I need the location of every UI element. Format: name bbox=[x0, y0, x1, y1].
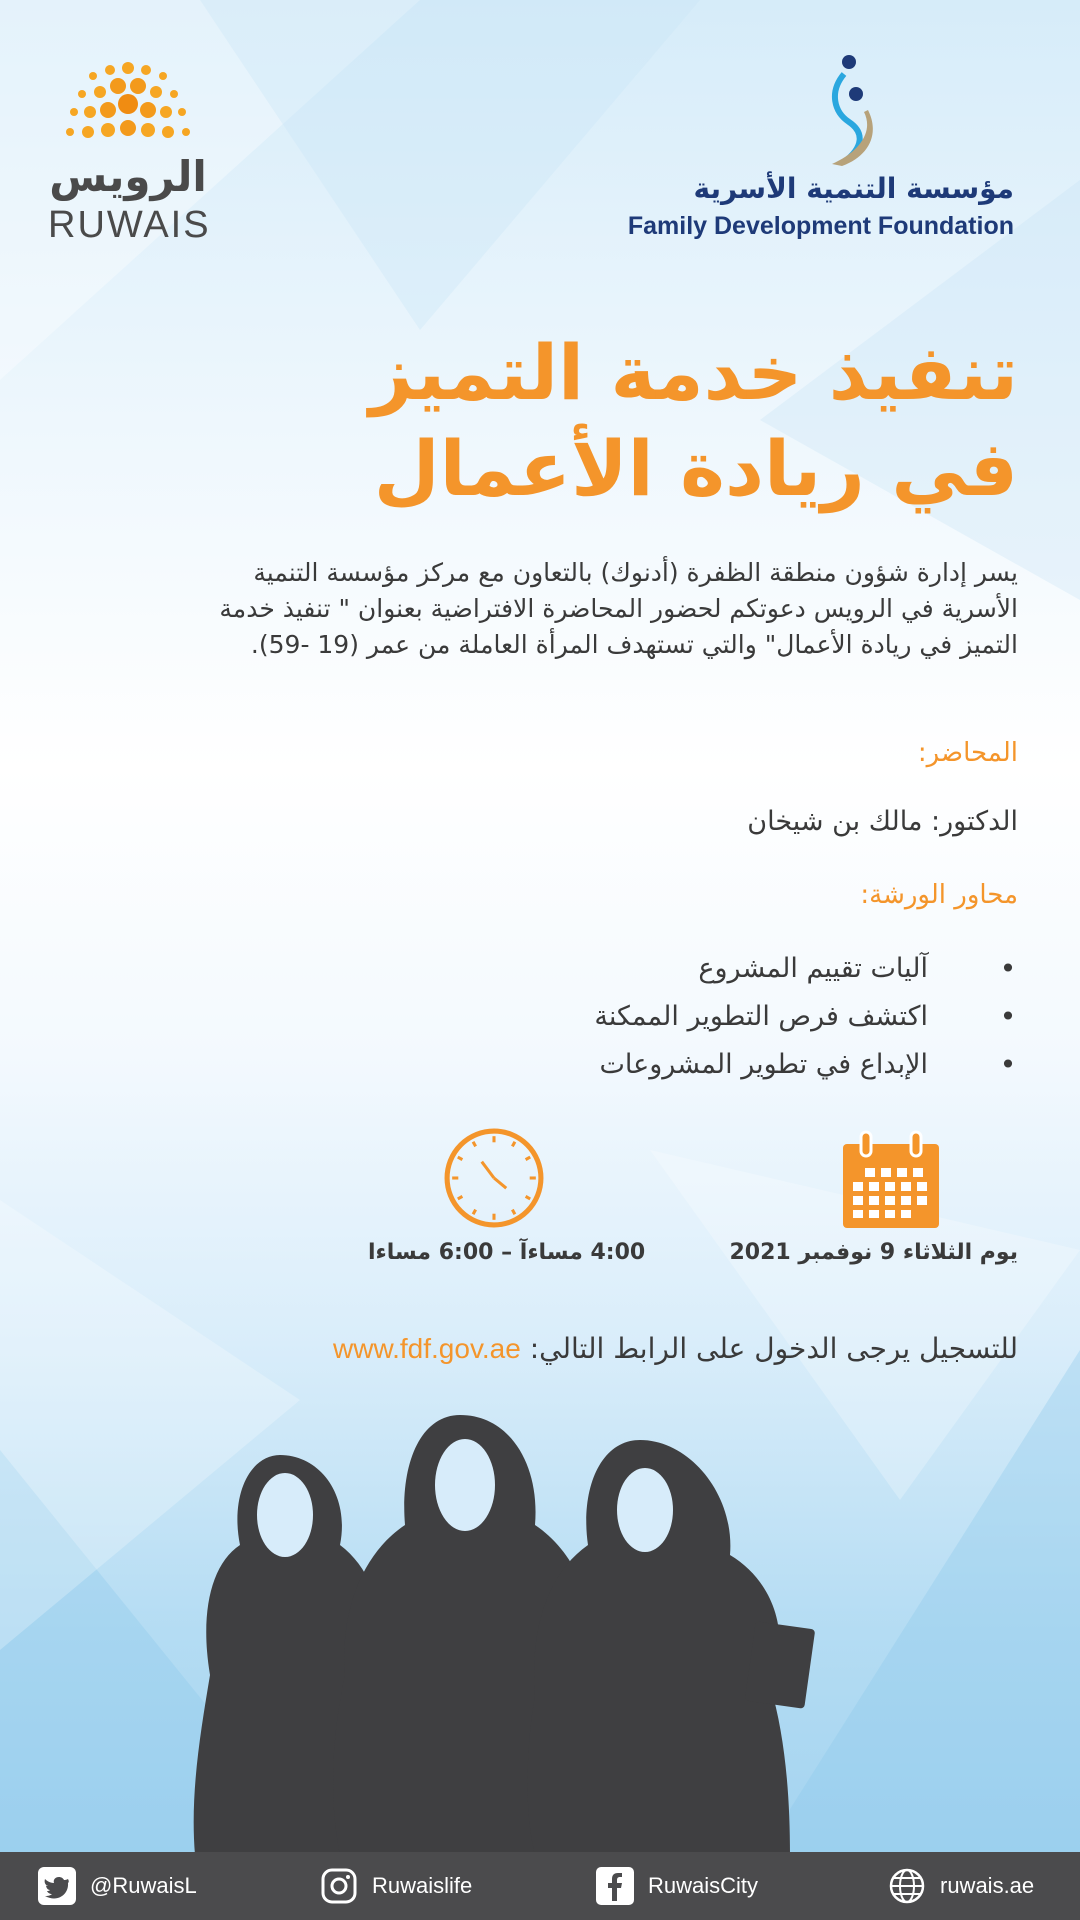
topic-text: آليات تقييم المشروع bbox=[698, 953, 928, 984]
women-illustration bbox=[190, 1415, 890, 1855]
clock-icon bbox=[443, 1127, 545, 1229]
ruwais-dots-emblem bbox=[48, 56, 208, 151]
registration-text: للتسجيل يرجى الدخول على الرابط التالي: bbox=[529, 1332, 1018, 1365]
title-line-1: تنفيذ خدمة التميز bbox=[369, 328, 1018, 417]
twitter-handle: @RuwaisL bbox=[90, 1873, 197, 1898]
list-item bbox=[218, 993, 1018, 1041]
calendar-icon bbox=[841, 1130, 941, 1230]
ruwais-logo bbox=[48, 56, 211, 246]
ruwais-logo-english: RUWAIS bbox=[48, 204, 211, 246]
event-time: 4:00 مساءآ – 6:00 مساءا bbox=[368, 1240, 646, 1265]
instagram-handle: Ruwaislife bbox=[372, 1873, 473, 1898]
fdf-emblem bbox=[814, 52, 884, 172]
lecturer-label: المحاضر: bbox=[917, 738, 1018, 768]
intro-paragraph: يسر إدارة شؤون منطقة الظفرة (أدنوك) بالتعاون مع مركز مؤسسة التنمية الأسرية في الرويس دعوتكم لحضور المحاضرة الافتراضية بعنوان " تنفيذ خدمة التميز في ريادة الأعمال" والتي تستهدف المرأة العاملة من عمر (19 -59). bbox=[219, 558, 1018, 659]
footer-website[interactable] bbox=[888, 1852, 1034, 1920]
footer-instagram[interactable] bbox=[320, 1852, 472, 1920]
globe-icon bbox=[888, 1867, 926, 1905]
website-url: ruwais.ae bbox=[940, 1873, 1035, 1898]
page-title bbox=[218, 325, 1018, 517]
registration-line bbox=[333, 1332, 1018, 1365]
footer-bar bbox=[0, 1852, 1080, 1920]
topic-text: اكتشف فرص التطوير الممكنة bbox=[594, 1001, 928, 1032]
fdf-logo-arabic: مؤسسة التنمية الأسرية bbox=[693, 172, 1014, 205]
topic-text: الإبداع في تطوير المشروعات bbox=[599, 1049, 928, 1080]
topics-list bbox=[218, 945, 1018, 1089]
title-line-2: في ريادة الأعمال bbox=[373, 424, 1018, 513]
bullet-icon: • bbox=[999, 1000, 1017, 1033]
instagram-icon bbox=[320, 1867, 358, 1905]
bullet-icon: • bbox=[999, 1048, 1017, 1081]
footer-twitter[interactable] bbox=[38, 1852, 197, 1920]
footer-facebook[interactable] bbox=[596, 1852, 758, 1920]
facebook-handle: RuwaisCity bbox=[648, 1873, 759, 1898]
ruwais-logo-arabic: الرويس bbox=[49, 152, 207, 201]
fdf-logo bbox=[614, 52, 1014, 252]
bullet-icon: • bbox=[999, 952, 1017, 985]
fdf-logo-english: Family Development Foundation bbox=[627, 212, 1014, 240]
lecturer-name: الدكتور: مالك بن شيخان bbox=[747, 806, 1018, 837]
twitter-icon bbox=[38, 1867, 76, 1905]
workshop-label: محاور الورشة: bbox=[860, 880, 1018, 910]
list-item bbox=[218, 945, 1018, 993]
facebook-icon bbox=[596, 1867, 634, 1905]
list-item bbox=[218, 1041, 1018, 1089]
registration-link[interactable]: www.fdf.gov.ae bbox=[333, 1333, 521, 1364]
event-date: يوم الثلاثاء 9 نوفمبر 2021 bbox=[729, 1240, 1018, 1265]
